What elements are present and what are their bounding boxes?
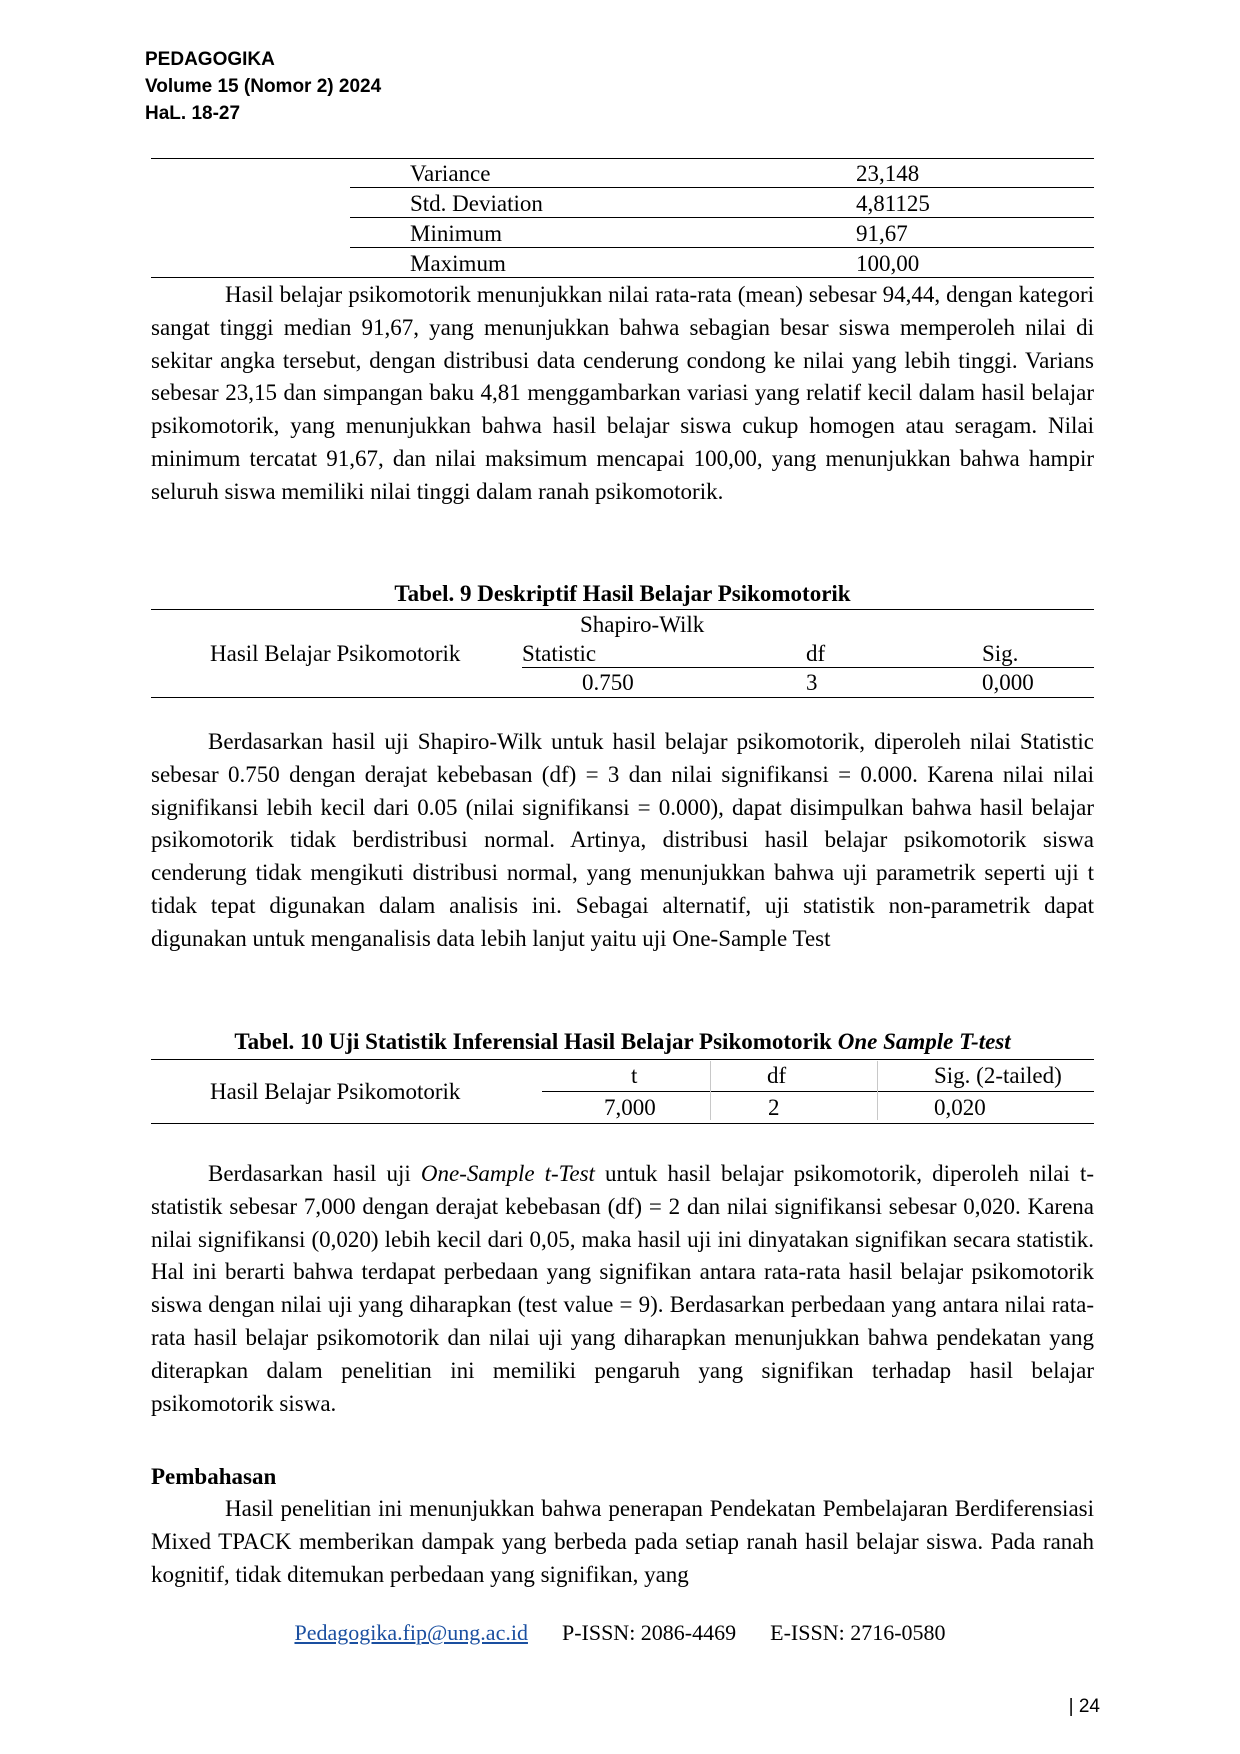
footer-pissn: P-ISSN: 2086-4469 [561, 1620, 737, 1645]
paragraph-text [151, 1158, 1094, 1420]
paragraph-text-part: Berdasarkan hasil uji [208, 1161, 421, 1186]
table-row-value: 91,67 [856, 221, 908, 246]
table-top-rule [151, 158, 1094, 159]
table10-col-divider [710, 1061, 711, 1120]
paragraph-text: Hasil belajar psikomotorik menunjukkan nilai rata-rata (mean) sebesar 94,44, dengan kategori sangat tinggi median 91,67, yang menunjukkan bahwa sebagian besar siswa memperoleh nilai di sekitar angka tersebut, dengan distribusi data cenderung condong ke nilai yang lebih tinggi. Varians sebesar 23,15 dan simpangan baku 4,81 menggambarkan variasi yang relatif kecil dalam hasil belajar psikomotorik, yang menunjukkan bahwa hasil belajar siswa cukup homogen atau seragam. Nilai minimum tercatat 91,67, dan nilai maksimum mencapai 100,00, yang menunjukkan bahwa hampir seluruh siswa memiliki nilai tinggi dalam ranah psikomotorik. [151, 282, 1094, 504]
table10-col-df: df [767, 1063, 787, 1088]
journal-name: PEDAGOGIKA [145, 49, 275, 70]
paragraph-text-part: untuk hasil belajar psikomotorik, diperoleh nilai t-statistik sebesar 7,000 dengan derajat kebebasan (df) = 2 dan nilai signifikansi sebesar 0,020. Karena nilai signifikansi (0,020) lebih kecil dari 0,05, maka hasil uji ini dinyatakan signifikan secara statistik. Hal ini berarti bahwa terdapat perbedaan yang signifikan antara rata-rata hasil belajar psikomotorik siswa dengan nilai uji yang diharapkan (test value = 9). Berdasarkan perbedaan yang antara nilai rata-rata hasil belajar psikomotorik dan nilai uji yang diharapkan menunjukkan bahwa pendekatan yang diterapkan dalam penelitian ini memiliki pengaruh yang signifikan terhadap hasil belajar psikomotorik siswa. [151, 1161, 1094, 1416]
table9-row-label: Hasil Belajar Psikomotorik [210, 641, 461, 666]
table9-statistic-value: 0.750 [582, 670, 634, 695]
paragraph-text: Hasil penelitian ini menunjukkan bahwa penerapan Pendekatan Pembelajaran Berdiferensiasi Mixed TPACK memberikan dampak yang berbeda pada setiap ranah hasil belajar siswa. Pada ranah kognitif, tidak ditemukan perbedaan yang signifikan, yang [151, 1496, 1094, 1587]
table9-col-df: df [806, 641, 826, 666]
table-row-label: Std. Deviation [410, 191, 543, 216]
table-row-label: Variance [410, 161, 491, 186]
table-row-label: Maximum [410, 251, 506, 276]
table9-sig-value: 0,000 [982, 670, 1034, 695]
table9-col-sig: Sig. [982, 641, 1019, 666]
table9-col-statistic: Statistic [522, 641, 597, 666]
table10-top-rule [151, 1059, 1094, 1060]
page-footer [0, 1618, 1240, 1648]
table9-group-header: Shapiro-Wilk [580, 612, 705, 637]
table10-row-label: Hasil Belajar Psikomotorik [210, 1079, 461, 1104]
paragraph-psychomotor-summary [151, 279, 1094, 509]
table-row-value: 23,148 [856, 161, 920, 186]
table9-df-value: 3 [806, 670, 818, 695]
table10-caption-italic: One Sample T-test [837, 1029, 1011, 1054]
paragraph-shapiro-wilk [151, 726, 1094, 956]
table10-col-sig: Sig. (2-tailed) [934, 1063, 1062, 1088]
paragraph-one-sample-t-test [151, 1158, 1094, 1420]
table-row-label: Minimum [410, 221, 503, 246]
table9-caption: Tabel. 9 Deskriptif Hasil Belajar Psikomotorik [394, 581, 851, 606]
journal-pages: HaL. 18-27 [145, 103, 241, 124]
table10-t-value: 7,000 [604, 1095, 656, 1120]
table10-col-divider [877, 1061, 878, 1120]
table10-col-t: t [631, 1063, 638, 1088]
table-row-value: 4,81125 [856, 191, 930, 216]
page-number: | 24 [1068, 1696, 1100, 1717]
table10-sig-value: 0,020 [934, 1095, 986, 1120]
table-row-value: 100,00 [856, 251, 920, 276]
table-bottom-rule [151, 277, 1094, 278]
footer-eissn: E-ISSN: 2716-0580 [770, 1620, 946, 1645]
table9-bottom-rule [151, 697, 1094, 698]
footer-email-link[interactable]: Pedagogika.fip@ung.ac.id [294, 1620, 528, 1645]
table10-bottom-rule [151, 1123, 1094, 1124]
paragraph-text: Berdasarkan hasil uji Shapiro-Wilk untuk hasil belajar psikomotorik, diperoleh nilai Statistic sebesar 0.750 dengan derajat kebebasan (df) = 3 dan nilai signifikansi = 0.000. Karena nilai nilai signifikansi lebih kecil dari 0.05 (nilai signifikansi = 0.000), dapat disimpulkan bahwa hasil belajar psikomotorik tidak berdistribusi normal. Artinya, distribusi hasil belajar psikomotorik siswa cenderung tidak mengikuti distribusi normal, yang menunjukkan bahwa uji parametrik seperti uji t tidak tepat digunakan dalam analisis ini. Sebagai alternatif, uji statistik non-parametrik dapat digunakan untuk menganalisis data lebih lanjut yaitu uji One-Sample Test [151, 729, 1094, 951]
table10-caption [151, 1027, 1094, 1057]
paragraph-discussion [151, 1493, 1094, 1591]
table10-caption-main: Tabel. 10 Uji Statistik Inferensial Hasil Belajar Psikomotorik [234, 1029, 838, 1054]
table10-mid-rule [542, 1091, 1094, 1092]
journal-volume: Volume 15 (Nomor 2) 2024 [145, 76, 382, 97]
table10-df-value: 2 [768, 1095, 780, 1120]
section-heading: Pembahasan [151, 1464, 277, 1489]
journal-header [145, 46, 381, 127]
paragraph-text-italic: One-Sample t-Test [420, 1161, 595, 1186]
